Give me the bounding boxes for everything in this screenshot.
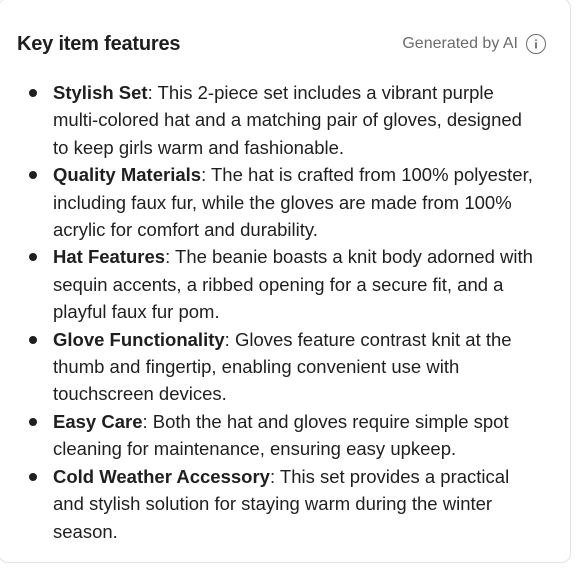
feature-name: Hat Features [53, 246, 166, 268]
info-glyph [530, 38, 542, 50]
feature-item-cold-weather-accessory [27, 463, 539, 545]
features-list [27, 79, 539, 545]
bullet-icon [29, 171, 37, 179]
bullet-icon [29, 336, 37, 344]
feature-description: : This set provides a practical and stylish solution for staying warm during the winter season. [53, 465, 510, 542]
feature-name: Easy Care [53, 410, 143, 432]
feature-name: Stylish Set [53, 82, 148, 103]
feature-description: : The beanie boasts a knit body adorned with sequin accents, a ribbed opening for a secure fit, and a playful faux fur pom. [53, 246, 533, 323]
bullet-icon [29, 418, 37, 426]
generated-by-ai-label: Generated by AI [402, 35, 518, 52]
feature-item-easy-care [27, 408, 539, 463]
feature-description: : The hat is crafted from 100% polyester, including faux fur, while the gloves are made from 100% acrylic for comfort and durability. [53, 164, 533, 241]
bullet-icon [29, 89, 37, 97]
card-title: Key item features [17, 32, 181, 55]
feature-item-hat-features [27, 243, 539, 325]
feature-description: : Gloves feature contrast knit at the thumb and fingertip, enabling convenient use with touchscreen devices. [53, 328, 512, 405]
card-header [17, 29, 546, 59]
feature-description: : This 2-piece set includes a vibrant purple multi-colored hat and a matching pair of gloves, designed to keep girls warm and fashionable. [53, 82, 522, 158]
feature-item-quality-materials [27, 161, 539, 243]
feature-name: Quality Materials [53, 164, 202, 186]
bullet-icon [29, 473, 37, 481]
feature-description: : Both the hat and gloves require simple spot cleaning for maintenance, ensuring easy upkeep. [53, 410, 509, 460]
feature-name: Glove Functionality [53, 328, 225, 350]
info-icon[interactable] [526, 34, 546, 54]
bullet-icon [29, 253, 37, 261]
feature-name: Cold Weather Accessory [53, 465, 270, 487]
feature-item-stylish-set [27, 79, 539, 161]
feature-item-glove-functionality [27, 326, 539, 408]
ai-generated-label-group [402, 34, 546, 54]
